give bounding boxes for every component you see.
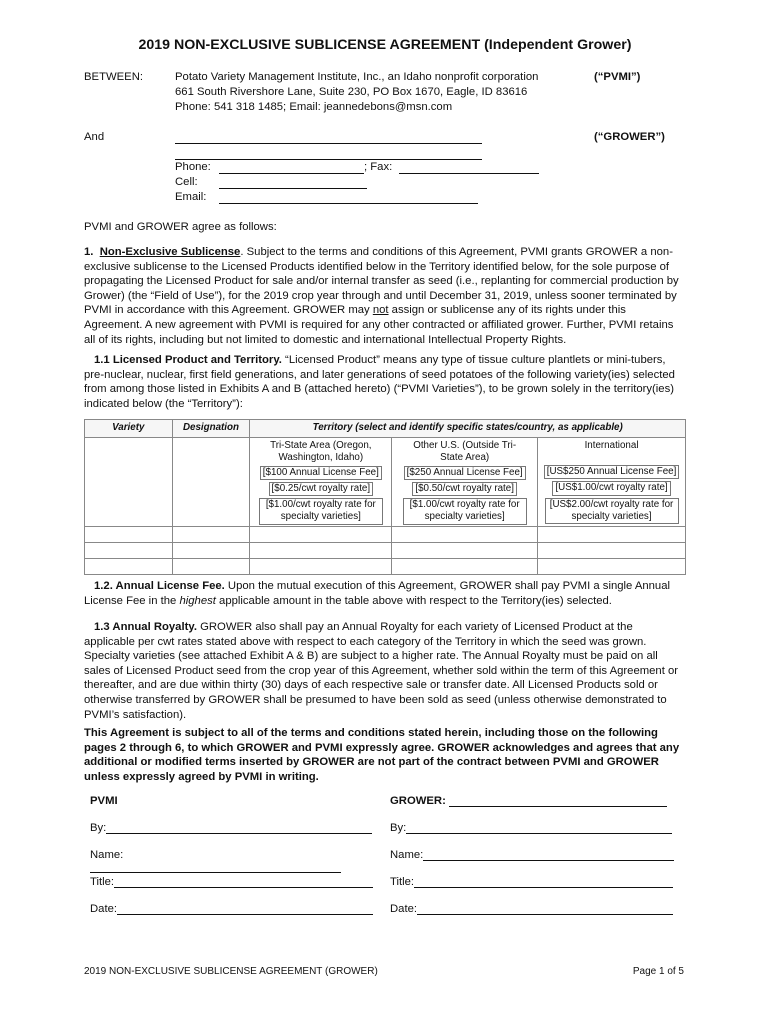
grower-signature-label: GROWER: [390, 795, 446, 807]
signature-header-row [84, 795, 686, 809]
other-us-fee: [$250 Annual License Fee] [404, 466, 526, 480]
section-1-heading: Non-Exclusive Sublicense [99, 246, 241, 258]
page-title: 2019 NON-EXCLUSIVE SUBLICENSE AGREEMENT (Independent Grower) [138, 37, 632, 53]
designation-cell[interactable] [172, 526, 250, 542]
page-number: Page 1 of 5 [632, 966, 684, 977]
between-label: BETWEEN: [84, 71, 143, 83]
fax-label: ; Fax: [364, 161, 393, 173]
cell-field[interactable] [219, 176, 367, 189]
grower-name-field-sig[interactable] [423, 849, 674, 861]
tri-state-cell[interactable] [250, 438, 392, 527]
pvmi-date-label: Date: [90, 903, 118, 915]
other-us-label: Other U.S. (Outside Tri-State Area) [413, 440, 517, 464]
grower-name-field[interactable] [175, 131, 482, 144]
grower-title-field[interactable] [414, 876, 673, 888]
pvmi-name-label: Name: [90, 849, 124, 861]
international-cell[interactable] [538, 542, 686, 558]
grower-signature-header [390, 795, 680, 807]
variety-cell[interactable] [85, 526, 173, 542]
tri-state-fee: [$100 Annual License Fee] [260, 466, 382, 480]
table-row [85, 438, 686, 527]
section-1-1-heading: 1.1 Licensed Product and Territory. [94, 354, 282, 366]
fax-field[interactable] [399, 161, 539, 174]
other-us-royalty: [$0.50/cwt royalty rate] [412, 482, 517, 496]
variety-cell[interactable] [85, 542, 173, 558]
table-row [85, 526, 686, 542]
tri-state-cell[interactable] [250, 526, 392, 542]
international-specialty: [US$2.00/cwt royalty rate for specialty varieties] [545, 498, 679, 525]
variety-cell[interactable] [85, 558, 173, 574]
tri-state-royalty: [$0.25/cwt royalty rate] [269, 482, 374, 496]
pvmi-by-field[interactable] [106, 822, 372, 834]
header-designation: Designation [172, 420, 250, 438]
section-1-2-heading: 1.2. Annual License Fee. [94, 580, 225, 592]
email-field[interactable] [219, 191, 478, 204]
table-header-row [85, 420, 686, 438]
header-variety: Variety [85, 420, 173, 438]
section-1-1 [84, 353, 686, 411]
pvmi-name-field[interactable] [90, 861, 341, 873]
header-territory: Territory (select and identify specific states/country, as applicable) [250, 420, 686, 438]
grower-by-field[interactable] [406, 822, 672, 834]
agreement-notice: This Agreement is subject to all of the terms and conditions stated herein, including those on the following pages 2 through 6, to which GROWER and PVMI expressly agree. GROWER acknowledges and agrees that any additional or modified terms inserted by GROWER are not part of the contract between PVMI and GROWER unless expressly agreed by PVMI in writing. [84, 727, 680, 783]
section-1-2-highest: highest [179, 594, 216, 607]
signature-title-row [84, 876, 686, 890]
tri-state-cell[interactable] [250, 542, 392, 558]
pvmi-date-field[interactable] [117, 903, 373, 915]
grower-date-label: Date: [390, 903, 418, 915]
variety-cell[interactable] [85, 438, 173, 527]
international-cell[interactable] [538, 526, 686, 542]
grower-title-label: Title: [390, 876, 415, 888]
section-1-2-text-b: applicable amount in the table above with respect to the Territory(ies) selected. [215, 594, 612, 607]
section-1-text-a: . Subject to the terms and conditions of this Agreement, PVMI grants GROWER a non-exclusive sublicense to the Licensed Products identified below in the Territory identified below, for the sole purpose of propagating the Licensed Product for sale and/or internal transfer as seed (i.e., replanting for commercial production by Grower) (the “Field of Use”), for the 2019 crop year through and until December 31, 2019, unless sooner terminated by PVMI in accordance with this Agreement. GROWER may [84, 246, 679, 317]
and-label: And [84, 131, 105, 143]
international-cell[interactable] [538, 438, 686, 527]
grower-by-label: By: [390, 822, 407, 834]
pvmi-name-line: Potato Variety Management Institute, Inc., an Idaho nonprofit corporation [175, 71, 539, 83]
designation-cell[interactable] [172, 558, 250, 574]
grower-company-field[interactable] [449, 795, 667, 807]
tri-state-cell[interactable] [250, 558, 392, 574]
table-row [85, 558, 686, 574]
other-us-cell[interactable] [392, 558, 538, 574]
agree-intro: PVMI and GROWER agree as follows: [84, 221, 277, 233]
signature-by-row [84, 822, 686, 836]
pvmi-contact: Phone: 541 318 1485; Email: jeannedebons@msn.com [175, 101, 453, 113]
signature-name-row [84, 849, 686, 863]
section-1 [84, 245, 686, 347]
section-1-3 [84, 620, 686, 722]
section-1-2 [84, 579, 686, 608]
grower-tag: (“GROWER”) [594, 131, 665, 143]
section-1-text-b: assign or sublicense any of its rights under this Agreement. A new agreement with PVMI is required for any other contracted or affiliated grower. Further, PVMI retains all of its rights, including but not limited to domestic and international Intellectual Property Rights. [84, 304, 674, 346]
pvmi-by-label: By: [90, 822, 107, 834]
other-us-cell[interactable] [392, 542, 538, 558]
grower-date-field[interactable] [417, 903, 673, 915]
grower-name-label: Name: [390, 849, 424, 861]
email-label: Email: [175, 191, 207, 203]
international-label: International [584, 440, 639, 451]
cell-label: Cell: [175, 176, 198, 188]
pvmi-title-label: Title: [90, 876, 115, 888]
section-1-number: 1. [84, 246, 94, 258]
pvmi-tag: (“PVMI”) [594, 71, 641, 83]
international-royalty: [US$1.00/cwt royalty rate] [552, 481, 670, 495]
territory-table [84, 419, 686, 575]
section-1-1-body: “Licensed Product” means any type of tissue culture plantlets or mini-tubers, pre-nuclear, nuclear, first field generations, and later generations of seed potatoes of the following variety(ies) selected from among those listed in Exhibits A and B (attached hereto) (“PVMI Varieties”), to be grown solely in the territory(ies) indicated below (the “Territory”): [84, 354, 675, 410]
other-us-specialty: [$1.00/cwt royalty rate for specialty varieties] [403, 498, 527, 525]
other-us-cell[interactable] [392, 526, 538, 542]
footer-title: 2019 NON-EXCLUSIVE SUBLICENSE AGREEMENT (GROWER) [84, 966, 378, 977]
section-1-3-body: GROWER also shall pay an Annual Royalty for each variety of Licensed Product at the applicable per cwt rates stated above with respect to each category of the Territory in which the seed was grown. Specialty varieties (see attached Exhibit A & B) are subject to a higher rate. The Annual Royalty must be paid on all sales of Licensed Product seed from the crop year of this Agreement, whether sold within the term of this Agreement or thereafter, and are due within thirty (30) days of each respective sale or transfer date. All Licensed Products sold or otherwise transferred by GROWER shall be presumed to have been sold as seed (unless otherwise demonstrated to PVMI’s satisfaction). [84, 621, 679, 721]
signature-date-row [84, 903, 686, 917]
international-cell[interactable] [538, 558, 686, 574]
phone-field[interactable] [219, 161, 364, 174]
designation-cell[interactable] [172, 438, 250, 527]
pvmi-title-field[interactable] [114, 876, 373, 888]
tri-state-label: Tri-State Area (Oregon, Washington, Idaho) [270, 440, 372, 464]
grower-address-field[interactable] [175, 147, 482, 160]
section-1-not: not [372, 304, 389, 317]
other-us-cell[interactable] [392, 438, 538, 527]
section-1-2-text-a: Upon the mutual execution of this Agreement, GROWER shall pay PVMI a single Annual License Fee in the [84, 580, 670, 607]
phone-label: Phone: [175, 161, 211, 173]
pvmi-signature-label: PVMI [90, 795, 118, 807]
section-1-3-heading: 1.3 Annual Royalty. [94, 621, 197, 633]
table-row [85, 542, 686, 558]
international-fee: [US$250 Annual License Fee] [544, 465, 680, 479]
pvmi-address: 661 South Rivershore Lane, Suite 230, PO Box 1670, Eagle, ID 83616 [175, 86, 528, 98]
tri-state-specialty: [$1.00/cwt royalty rate for specialty varieties] [259, 498, 383, 525]
designation-cell[interactable] [172, 542, 250, 558]
